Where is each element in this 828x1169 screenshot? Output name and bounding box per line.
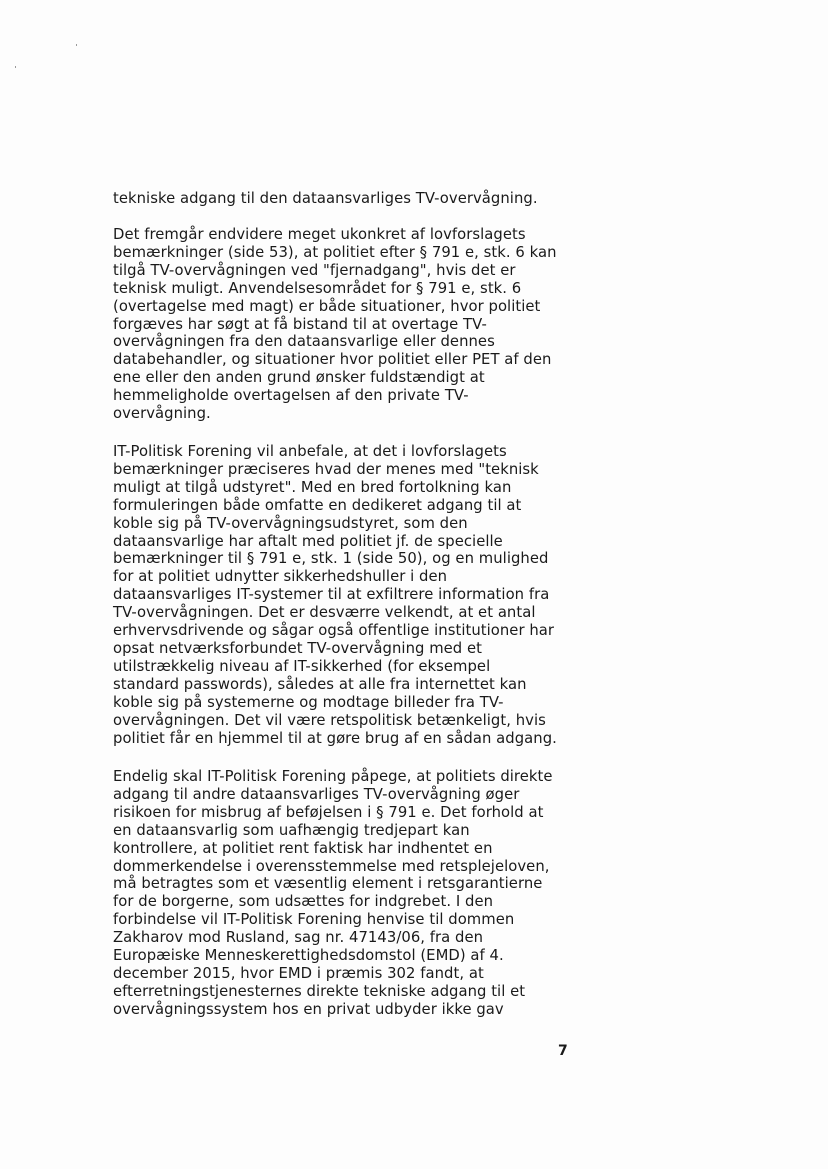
text-line: overvågningen fra den dataansvarlige eller dennes — [113, 333, 495, 351]
text-line: bemærkninger præciseres hvad der menes med "teknisk — [113, 460, 539, 478]
text-line: Zakharov mod Rusland, sag nr. 47143/06, fra den — [113, 929, 484, 947]
text-line: (overtagelse med magt) er både situationer, hvor politiet — [113, 297, 541, 315]
text-line: standard passwords), således at alle fra internettet kan — [113, 675, 527, 693]
text-line: risikoen for misbrug af beføjelsen i § 791 e. Det forhold at — [113, 803, 544, 821]
text-line: ene eller den anden grund ønsker fuldstændigt at — [113, 369, 485, 387]
text-line: bemærkninger (side 53), at politiet efter § 791 e, stk. 6 kan — [113, 243, 557, 261]
text-line: erhvervsdrivende og sågar også offentlige institutioner har — [113, 622, 555, 640]
text-line: overvågning. — [113, 405, 211, 423]
text-line: utilstrækkelig niveau af IT-sikkerhed (for eksempel — [113, 657, 491, 675]
text-line: bemærkninger til § 791 e, stk. 1 (side 50), og en mulighed — [113, 550, 549, 568]
paragraph-3 — [113, 443, 573, 747]
text-line: teknisk muligt. Anvendelsesområdet for § 791 e, stk. 6 — [113, 279, 522, 297]
text-line: dommerkendelse i overensstemmelse med retsplejeloven, — [113, 857, 550, 875]
text-line: overvågningen. Det vil være retspolitisk betænkeligt, hvis — [113, 711, 546, 729]
text-line: tekniske adgang til den dataansvarliges TV-overvågning. — [113, 190, 538, 207]
scan-speck — [76, 44, 77, 46]
text-line: dataansvarliges IT-systemer til at exfiltrere information fra — [113, 586, 550, 604]
text-line: TV-overvågningen. Det er desværre velkendt, at et antal — [113, 604, 536, 622]
text-line: kontrollere, at politiet rent faktisk har indhentet en — [113, 839, 493, 857]
text-line: hemmeligholde overtagelsen af den private TV- — [113, 387, 469, 405]
paragraph-2 — [113, 226, 573, 423]
text-line: Endelig skal IT-Politisk Forening påpege, at politiets direkte — [113, 768, 553, 785]
text-line: Europæiske Menneskerettighedsdomstol (EMD) af 4. — [113, 947, 504, 965]
text-line: for at politiet udnytter sikkerhedshuller i den — [113, 568, 448, 586]
text-line: for de borgerne, som udsættes for indgrebet. I den — [113, 893, 494, 911]
text-line: politiet får en hjemmel til at gøre brug af en sådan adgang. — [113, 729, 557, 747]
text-line: overvågningssystem hos en privat udbyder ikke gav — [113, 1000, 504, 1018]
text-line: formuleringen både omfatte en dedikeret adgang til at — [113, 496, 522, 514]
text-line: efterretningstjenesternes direkte tekniske adgang til et — [113, 982, 526, 1000]
paragraph-4 — [113, 768, 573, 1019]
text-line: forbindelse vil IT-Politisk Forening henvise til dommen — [113, 911, 515, 929]
text-line: koble sig på TV-overvågningsudstyret, som den — [113, 514, 468, 532]
text-line: må betragtes som et væsentlig element i retsgarantierne — [113, 875, 543, 893]
text-line: dataansvarlige har aftalt med politiet jf. de specielle — [113, 532, 503, 550]
text-line: muligt at tilgå udstyret". Med en bred fortolkning kan — [113, 478, 512, 496]
paragraph-1 — [113, 190, 573, 208]
text-line: tilgå TV-overvågningen ved "fjernadgang", hvis det er — [113, 261, 516, 279]
text-line: opsat netværksforbundet TV-overvågning med et — [113, 639, 483, 657]
scan-speck — [15, 66, 16, 68]
text-line: december 2015, hvor EMD i præmis 302 fandt, at — [113, 964, 484, 982]
text-line: IT-Politisk Forening vil anbefale, at det i lovforslagets — [113, 443, 507, 460]
text-line: databehandler, og situationer hvor politiet eller PET af den — [113, 351, 552, 369]
text-line: forgæves har søgt at få bistand til at overtage TV- — [113, 315, 487, 333]
text-line: Det fremgår endvidere meget ukonkret af lovforslagets — [113, 226, 526, 243]
text-line: koble sig på systemerne og modtage billeder fra TV- — [113, 693, 504, 711]
text-line: adgang til andre dataansvarliges TV-overvågning øger — [113, 785, 520, 803]
page-number: 7 — [558, 1043, 568, 1059]
text-line: en dataansvarlig som uafhængig tredjepart kan — [113, 821, 470, 839]
